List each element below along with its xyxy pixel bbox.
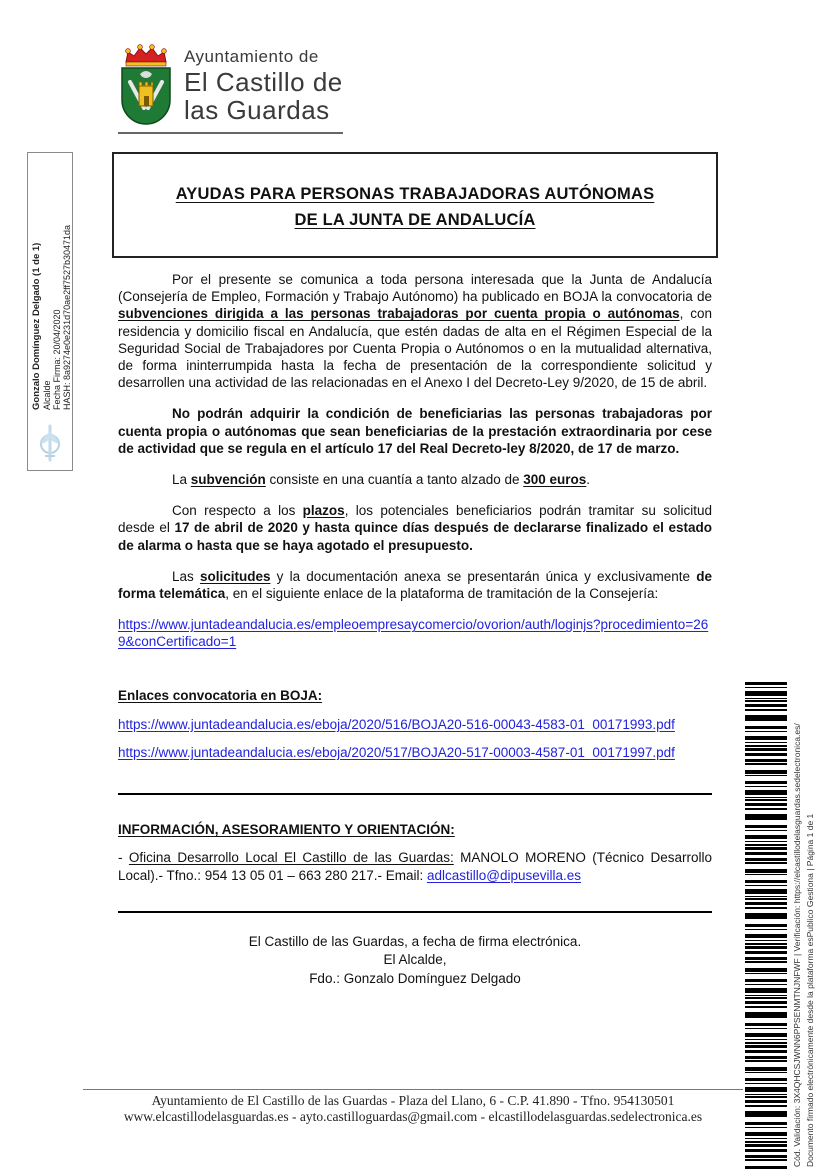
paragraph-text: , en el siguiente enlace de la plataforma de tramitación de la Consejería: — [225, 586, 659, 602]
boja-heading-text: Enlaces convocatoria en BOJA: — [118, 687, 323, 703]
info-office-paragraph — [118, 849, 712, 883]
paragraph-text: Las — [172, 568, 200, 584]
stamp-emblem-icon — [35, 422, 65, 464]
paragraph-text: MANOLO MORENO (Técnico Desarrollo Local).- Tfno.: 954 13 05 01 – 663 280 217.- Email: — [118, 850, 712, 883]
paragraph-announcement — [118, 271, 712, 391]
document-body — [118, 271, 712, 988]
paragraph-text: , los potenciales beneficiarios podrán tramitar su solicitud desde el — [118, 503, 712, 536]
footer-web-line: www.elcastillodelasguardas.es - ayto.castilloguardas@gmail.com - elcastillodelasguardas.sedelectronica.es — [123, 1109, 703, 1124]
document-title-line-2: DE LA JUNTA DE ANDALUCÍA — [294, 211, 536, 229]
boja-links-heading — [118, 687, 712, 704]
highlight-amount: 300 euros — [523, 472, 587, 488]
paragraph-text: - — [118, 850, 129, 866]
paragraph-amount — [118, 471, 712, 488]
stamp-signature-date: Fecha Firma: 20/04/2020 — [52, 309, 62, 410]
paragraph-applications — [118, 568, 712, 602]
highlight-plazos: plazos — [302, 503, 345, 519]
logo-line-3: las Guardas — [184, 95, 330, 125]
logo-line-1: Ayuntamiento de — [184, 47, 319, 66]
platform-link[interactable]: https://www.juntadeandalucia.es/empleoempresaycomercio/ovorion/auth/loginjs?procedimiento=269&conCertificado=1 — [118, 617, 709, 650]
paragraph-text: La — [172, 472, 191, 488]
closing-role: El Alcalde, — [383, 952, 447, 968]
horizontal-rule-bottom — [118, 911, 712, 913]
boja-link-2-paragraph — [118, 744, 712, 761]
boja-link-1[interactable]: https://www.juntadeandalucia.es/eboja/2020/516/BOJA20-516-00043-4583-01_00171993.pdf — [118, 716, 675, 732]
platform-link-paragraph — [118, 616, 712, 650]
stamp-signer-name: Gonzalo Domínguez Delgado (1 de 1) — [31, 242, 42, 410]
closing-signer: Fdo.: Gonzalo Domínguez Delgado — [309, 970, 521, 986]
paragraph-text: Con respecto a los — [172, 503, 303, 519]
document-title-line-1: AYUDAS PARA PERSONAS TRABAJADORAS AUTÓNOMAS — [175, 185, 655, 203]
stamp-signer-role: Alcalde — [42, 380, 52, 410]
coat-of-arms-icon — [118, 42, 174, 128]
info-heading-text: INFORMACIÓN, ASESORAMIENTO Y ORIENTACIÓN: — [118, 822, 455, 838]
validation-code-line: Cód. Validación: 3X4QHCSJWNN6PPSENMTNJNFWF | Verificación: https://elcastillodelasguardas.sedelectronica.es/ — [792, 723, 802, 1167]
closing-block — [118, 933, 712, 989]
paragraph-text: , con residencia y domicilio fiscal en Andalucía, que estén dadas de alta en el Régimen Especial de la Seguridad Social de Trabajadores por Cuenta Propia o Autónomos o en la mutualidad alternativa, de forma ininterrumpida hasta la fecha de presentación de la correspondiente solicitud y desarrollen una actividad de las relacionadas en el Anexo I del Decreto-Ley 9/2020, de 15 de abril. — [118, 306, 712, 391]
footer-address-line: Ayuntamiento de El Castillo de las Guardas - Plaza del Llano, 6 - C.P. 41.890 - Tfno. 954130501 — [151, 1093, 675, 1108]
highlight-telematica: de forma telemática — [118, 568, 712, 602]
boja-link-1-paragraph — [118, 716, 712, 733]
paragraph-text: consiste en una cuantía a tanto alzado de — [265, 472, 524, 488]
paragraph-text: y la documentación anexa se presentarán única y exclusivamente — [270, 568, 697, 584]
logo-line-2: El Castillo de — [184, 67, 343, 97]
verification-barcode — [745, 682, 787, 1169]
highlight-office-name: Oficina Desarrollo Local El Castillo de las Guardas: — [128, 850, 454, 866]
highlight-solicitudes: solicitudes — [199, 568, 271, 584]
closing-place-date: El Castillo de las Guardas, a fecha de firma electrónica. — [248, 933, 582, 949]
paragraph-exclusions: No podrán adquirir la condición de beneficiarias las personas trabajadoras por cuenta propia o autónomas que sean beneficiarias de la prestación extraordinaria por cese de actividad que se regula en el artículo 17 del Real Decreto-ley 8/2020, de 17 de marzo. — [118, 406, 712, 456]
highlight-subvenciones: subvenciones dirigida a las personas trabajadoras por cuenta propia o autónomas — [118, 306, 680, 322]
paragraph-deadlines — [118, 502, 712, 554]
stamp-hash: HASH: 8a9274e0e231d70ae2ff7527b30471da — [62, 224, 72, 410]
highlight-subvencion: subvención — [190, 472, 266, 488]
email-link[interactable]: adlcastillo@dipusevilla.es — [426, 867, 581, 883]
title-box — [112, 152, 718, 258]
info-section-heading — [118, 821, 712, 838]
page-footer — [83, 1089, 743, 1125]
boja-link-2[interactable]: https://www.juntadeandalucia.es/eboja/2020/517/BOJA20-517-00003-4587-01_00171997.pdf — [118, 745, 675, 761]
paragraph-text: . — [586, 472, 591, 488]
paragraph-text: Por el presente se comunica a toda persona interesada que la Junta de Andalucía (Consejería de Empleo, Formación y Trabajo Autónomo) ha publicado en BOJA la convocatoria de — [118, 272, 712, 305]
highlight-deadline-detail: 17 de abril de 2020 y hasta quince días después de declararse finalizado el estado de alarma o hasta que se haya agotado el presupuesto. — [118, 520, 712, 553]
municipality-logo — [118, 42, 343, 134]
horizontal-rule-top — [118, 793, 712, 795]
signed-document-line: Documento firmado electrónicamente desde la plataforma esPublico Gestiona | Página 1 de 1 — [805, 813, 815, 1167]
